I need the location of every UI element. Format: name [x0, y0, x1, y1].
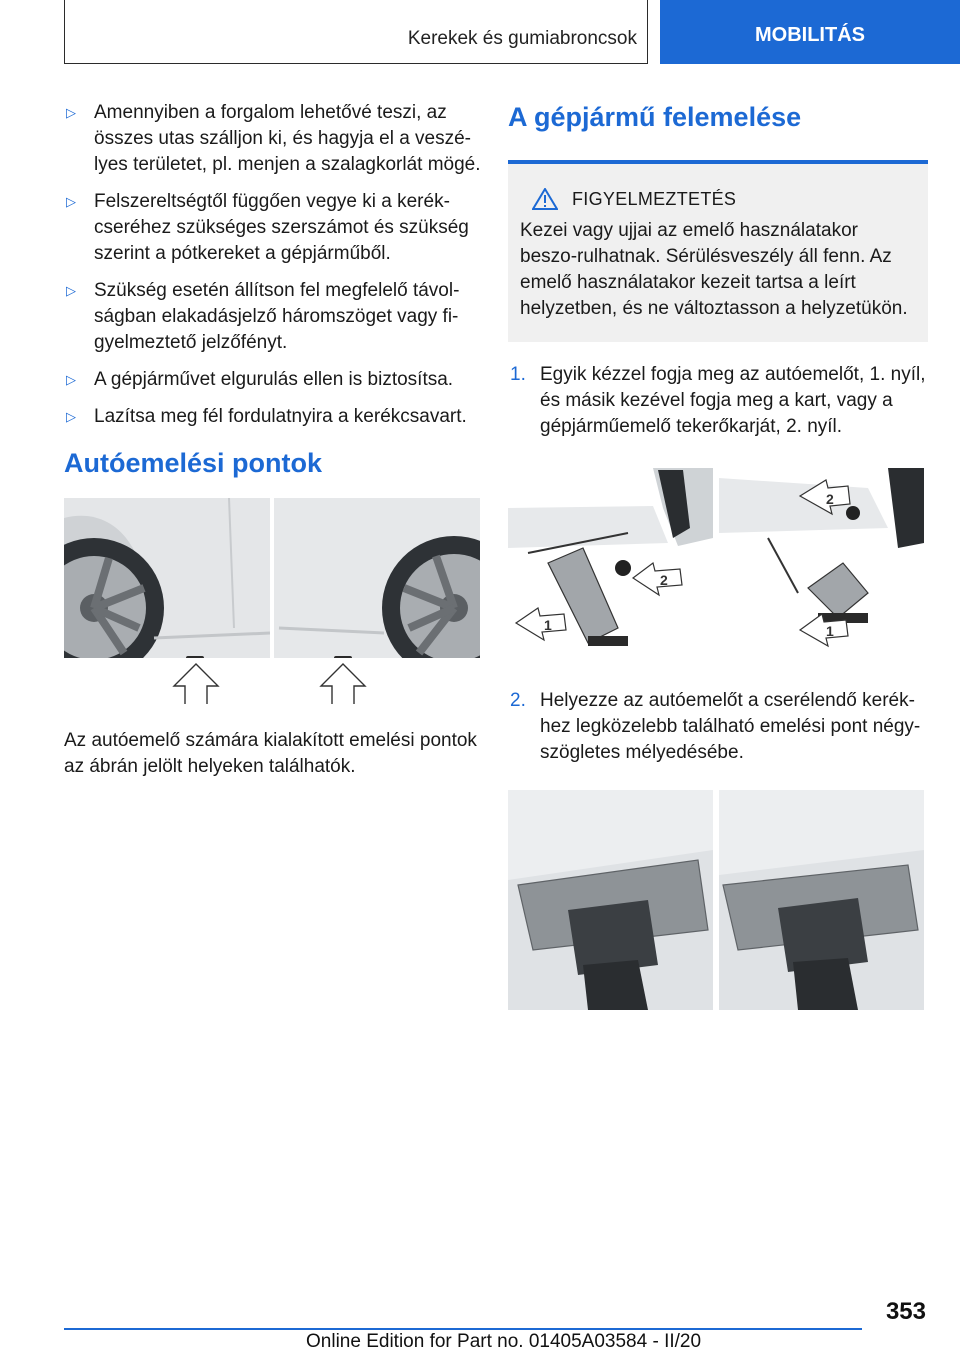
- list-item: ▷ A gépjárművet elgurulás ellen is biztosítsa.: [64, 367, 484, 393]
- prep-steps-list: [64, 100, 484, 430]
- arrow-label: 1: [826, 623, 834, 639]
- jacking-points-heading: Autóemelési pontok: [64, 448, 323, 478]
- arrow-label: 2: [826, 491, 834, 507]
- footer-divider: [64, 1328, 862, 1330]
- chapter-tab: MOBILITÁS: [660, 0, 960, 64]
- triangle-bullet-icon: ▷: [66, 105, 76, 120]
- list-item: ▷ Szükség esetén állítson fel megfelelő távol-ságban elakadásjelző háromszöget vagy fi-gyelmeztető jelzőfényt.: [66, 280, 460, 353]
- warning-triangle-icon: [532, 188, 558, 210]
- triangle-bullet-icon: ▷: [66, 283, 76, 298]
- arrow-label: 2: [660, 572, 668, 588]
- triangle-bullet-icon: ▷: [66, 372, 76, 387]
- edition-note: Online Edition for Part no. 01405A03584 - II/20: [306, 1331, 702, 1352]
- list-item: ▷ Lazítsa meg fél fordulatnyira a kerékcsavart.: [64, 404, 484, 430]
- left-column: [64, 100, 484, 780]
- step-number: 1.: [510, 364, 526, 385]
- right-column: [508, 100, 928, 1010]
- jacking-points-figure: [64, 498, 480, 704]
- step-text: Helyezze az autóemelőt a cserélendő kerék-hez legközelebb található emelési pont négy-szögletes mélyedésébe.: [540, 690, 921, 763]
- raising-vehicle-heading: A gépjármű felemelése: [508, 102, 802, 132]
- jack-handling-illustration: [508, 468, 924, 654]
- step-text: Egyik kézzel fogja meg az autóemelőt, 1. nyíl, és másik kezével fogja meg a kart, vagy a gépjárműemelő tekerőkarját, 2. nyíl.: [540, 364, 926, 437]
- jack-placement-illustration: [508, 790, 924, 1010]
- list-item: [508, 362, 928, 440]
- jack-placement-figure: [508, 790, 924, 1010]
- jack-steps-list-2: [508, 688, 928, 766]
- warning-text: Kezei vagy ujjai az emelő használatakor beszo-rulhatnak. Sérülésveszély áll fenn. Az emelő használatakor kezeit tartsa a leírt helyzetben, és ne változtasson a helyzetükön.: [520, 220, 908, 319]
- warning-title-row: [520, 186, 916, 212]
- jack-steps-list: [508, 362, 928, 440]
- step-number: 2.: [510, 690, 526, 711]
- jack-handling-figure: [508, 468, 924, 654]
- jacking-points-illustration: [64, 498, 480, 704]
- list-item: ▷ Amennyiben a forgalom lehetővé teszi, az összes utas szálljon ki, és hagyja el a veszé-lyes területet, pl. menjen a szalagkorlát mögé.: [66, 102, 481, 175]
- section-title: Kerekek és gumiabroncsok: [407, 28, 637, 49]
- triangle-bullet-icon: ▷: [66, 194, 76, 209]
- list-item: ▷ Felszereltségtől függően vegye ki a kerék-cseréhez szükséges szerszámot és szükség szerint a pótkereket a gépjárműből.: [66, 191, 469, 264]
- triangle-bullet-icon: ▷: [66, 409, 76, 424]
- arrow-label: 1: [544, 617, 552, 633]
- page-number: 353: [885, 1298, 926, 1325]
- warning-title: FIGYELMEZTETÉS: [572, 189, 737, 209]
- list-item: [508, 688, 928, 766]
- warning-box: [508, 160, 928, 342]
- jacking-points-caption: Az autóemelő számára kialakított emelési pontok az ábrán jelölt helyeken találhatók.: [64, 730, 477, 777]
